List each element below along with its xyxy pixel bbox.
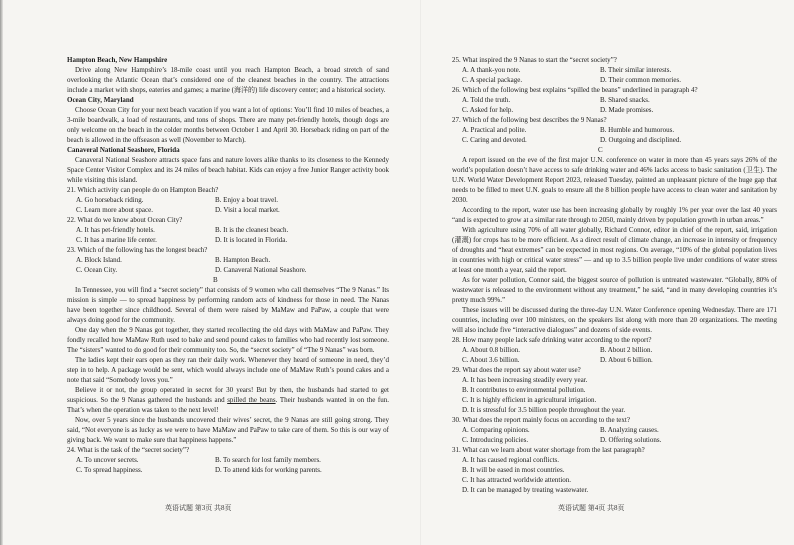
question-stem: 30. What does the report mainly focus on according to the text? (452, 416, 630, 424)
option-d: D. It is located in Florida. (215, 236, 288, 244)
underlined-phrase: spilled the beans (227, 396, 276, 404)
question-stem: 24. What is the task of the “secret society”? (67, 446, 190, 454)
option-d: D. Their common memories. (600, 76, 681, 84)
option-grid (452, 65, 777, 85)
report-paragraph-2: According to the report, water use has been increasing globally by roughly 1% per year over the last 40 years “and is expected to grow at a similar rate through to 2050, mainly driven by population growth in urban areas.” (452, 206, 777, 224)
option-c: C. It has a marine life center. (76, 236, 157, 244)
question-stem: 23. Which of the following has the longest beach? (67, 246, 208, 254)
option-a: A. It has been increasing steadily every year. (462, 376, 588, 384)
question-31 (452, 445, 777, 495)
page-4-footer: 英语试题 第4页 共8页 (558, 504, 625, 512)
option-b: B. Analyzing causes. (600, 426, 659, 434)
story-paragraph-3: The ladies kept their ears open as they ran their daily work. Whenever they heard of someone in need, they’d step in to help. A package would be sent, which would always include one of MaMaw Ruth’s pound cakes and a note that said “Somebody loves you.” (67, 356, 389, 384)
beach-description-hampton: Drive along New Hampshire’s 18-mile coast until you reach Hampton Beach, a broad stretch of sand overlooking the Atlantic Ocean that’s considered one of the cleanest beaches in the country. The attractions include a market with shops, eateries and games; a marine (海洋的) life discovery center; and a historical society. (67, 66, 389, 94)
option-b: B. To search for lost family members. (215, 456, 321, 464)
option-c: C. About 3.6 billion. (462, 356, 520, 364)
option-a: A. Go horseback riding. (76, 196, 144, 204)
option-a: A. It has caused regional conflicts. (462, 456, 559, 464)
option-d: D. It is stressful for 3.5 billion people throughout the year. (462, 406, 626, 414)
option-grid (452, 125, 777, 145)
question-27 (452, 115, 777, 145)
option-grid (67, 225, 389, 245)
question-stem: 25. What inspired the 9 Nanas to start the “secret society”? (452, 56, 617, 64)
option-d: D. It can be managed by treating wastewater. (462, 486, 589, 494)
beach-description-ocean-city: Choose Ocean City for your next beach vacation if you want a lot of options: You’ll find 10 miles of beaches, a 3-mile boardwalk, a load of restaurants, and tons of shops. There are many pet-friendly hotels, though dogs are only welcome on the beach in the colder months between October 1 and April 30. Horseback riding on part of the beach is allowed in the offseason as well (November to March). (67, 106, 389, 144)
option-c: C. Caring and devoted. (462, 136, 527, 144)
option-b: B. Hampton Beach. (215, 256, 271, 264)
option-b: B. It is the cleanest beach. (215, 226, 289, 234)
option-a: A. Practical and polite. (462, 126, 527, 134)
beach-heading-ocean-city: Ocean City, Maryland (67, 96, 134, 104)
question-stem: 27. Which of the following best describes the 9 Nanas? (452, 116, 607, 124)
option-grid (67, 195, 389, 215)
option-c: C. A special package. (462, 76, 523, 84)
story-paragraph-5: Now, over 5 years since the husbands uncovered their wives’ secret, the 9 Nanas are still going strong. They said, “Not everyone is as lucky as we were to have MaMaw and PaPaw to take care of them. So this is our way of giving back. We want to make sure that happiness happens.” (67, 416, 389, 444)
option-c: C. Asked for help. (462, 106, 514, 114)
option-d: D. Outgoing and disciplined. (600, 136, 682, 144)
beach-heading-hampton: Hampton Beach, New Hampshire (67, 56, 168, 64)
option-b: B. It contributes to environmental pollution. (462, 386, 586, 394)
question-30 (452, 415, 777, 445)
option-grid (452, 345, 777, 365)
beach-heading-canaveral: Canaveral National Seashore, Florida (67, 146, 180, 154)
question-22 (67, 215, 389, 245)
report-paragraph-5: These issues will be discussed during the three-day U.N. Water Conference opening Wednesday. There are 171 countries, including over 100 ministers, on the speakers list along with more than 20 organizations. The meeting will also include five “interactive dialogues” and dozens of side events. (452, 306, 777, 334)
option-a: A. To uncover secrets. (76, 456, 139, 464)
report-paragraph-3: With agriculture using 70% of all water globally, Richard Connor, editor in chief of the report, said, irrigation (灌溉) for crops has to be more efficient. As a direct result of climate change, an increase in intensity or frequency of droughts and “heat extremes” can be expected in most regions. On average, “10% of the global population lives in countries with high or critical water stress” — and up to 3.5 billion people live under conditions of water stress at least one month a year, said the report. (452, 226, 777, 274)
option-d: D. Offering solutions. (600, 436, 662, 444)
paragraph-text: . Their husbands wanted in on the fun. That’s when the operation was taken to the next level! (67, 396, 389, 414)
question-stem: 22. What do we know about Ocean City? (67, 216, 183, 224)
option-d: D. Made promises. (600, 106, 654, 114)
question-29 (452, 365, 777, 415)
option-d: D. Canaveral National Seashore. (215, 266, 307, 274)
option-a: A. Comparing opinions. (462, 426, 530, 434)
question-21 (67, 185, 389, 215)
option-c: C. Introducing policies. (462, 436, 529, 444)
question-stem: 28. How many people lack safe drinking water according to the report? (452, 336, 652, 344)
question-stem: 31. What can we learn about water shortage from the last paragraph? (452, 446, 645, 454)
scan-edge-shadow (0, 0, 3, 545)
section-label-c: C (598, 146, 603, 154)
option-a: A. Told the truth. (462, 96, 511, 104)
option-grid (452, 425, 777, 445)
option-b: B. It will be eased in most countries. (462, 466, 565, 474)
option-c: C. It has attracted worldwide attention. (462, 476, 572, 484)
page-3-footer: 英语试题 第3页 共8页 (165, 504, 232, 512)
option-c: C. To spread happiness. (76, 466, 143, 474)
option-grid (67, 255, 389, 275)
option-d: D. About 6 billion. (600, 356, 653, 364)
story-paragraph-2: One day when the 9 Nanas got together, they started recollecting the old days with MaMaw and PaPaw. They fondly recalled how MaMaw Ruth used to bake and send pound cakes to families who had recently lost someone. The “sisters” wanted to do good for their community too. So, the “secret society” of “The 9 Nanas” was born. (67, 326, 389, 354)
report-paragraph-1: A report issued on the eve of the first major U.N. conference on water in more than 45 years says 26% of the world’s population doesn’t have access to safe drinking water and 46% lacks access to basic sanitation (卫生). The U.N. World Water Development Report 2023, released Tuesday, painted an unpleasant picture of the huge gap that needs to be filled to meet U.N. goals to ensure all the 8 billion people have access to clean water and sanitation by 2030. (452, 156, 777, 204)
option-grid (67, 455, 389, 475)
page-fold-line (420, 0, 421, 545)
option-b: B. Shared snacks. (600, 96, 650, 104)
section-label-b: B (213, 276, 218, 284)
option-a: A. Block Island. (76, 256, 122, 264)
report-paragraph-4: As for water pollution, Connor said, the biggest source of pollution is untreated wastewater. “Globally, 80% of wastewater is released to the environment without any treatment,” he said, “and in many developing countries it’s pretty much 99%.” (452, 276, 777, 304)
question-26 (452, 85, 777, 115)
option-b: B. About 2 billion. (600, 346, 653, 354)
question-23 (67, 245, 389, 275)
option-grid (452, 95, 777, 115)
page-4-column (452, 55, 777, 495)
paragraph-text: Believe it or not, the group operated in secret for 30 years! But by then, the husbands had started to get suspicious. So the 9 Nanas gathered the husbands and (67, 386, 389, 404)
option-a: A. About 0.8 billion. (462, 346, 520, 354)
option-c: C. It is highly efficient in agricultural irrigation. (462, 396, 597, 404)
option-a: A. A thank-you note. (462, 66, 521, 74)
option-c: C. Ocean City. (76, 266, 118, 274)
option-d: D. Visit a local market. (215, 206, 280, 214)
question-25 (452, 55, 777, 85)
question-stem: 21. Which activity can people do on Hampton Beach? (67, 186, 219, 194)
option-b: B. Humble and humorous. (600, 126, 675, 134)
option-c: C. Learn more about space. (76, 206, 153, 214)
option-d: D. To attend kids for working parents. (215, 466, 322, 474)
option-b: B. Their similar interests. (600, 66, 672, 74)
question-28 (452, 335, 777, 365)
option-b: B. Enjoy a boat travel. (215, 196, 278, 204)
beach-description-canaveral: Canaveral National Seashore attracts space fans and nature lovers alike thanks to its closeness to the Kennedy Space Center Visitor Complex and its 24 miles of beach habitat. Kids can enjoy a free Junior Ranger activity book while visiting this island. (67, 156, 389, 184)
story-paragraph-4 (67, 385, 389, 415)
question-stem: 29. What does the report say about water use? (452, 366, 581, 374)
option-a: A. It has pet-friendly hotels. (76, 226, 155, 234)
story-paragraph-1: In Tennessee, you will find a “secret society” that consists of 9 women who call themselves “The 9 Nanas.” Its mission is simple — to spread happiness by performing random acts of kindness for those in need. The Nanas have been together since childhood. Several of them were raised by MaMaw and PaPaw, a couple that were always doing good for the community. (67, 286, 389, 324)
page-3-column (67, 55, 389, 475)
question-24 (67, 445, 389, 475)
question-stem: 26. Which of the following best explains “spilled the beans” underlined in paragraph 4? (452, 86, 698, 94)
